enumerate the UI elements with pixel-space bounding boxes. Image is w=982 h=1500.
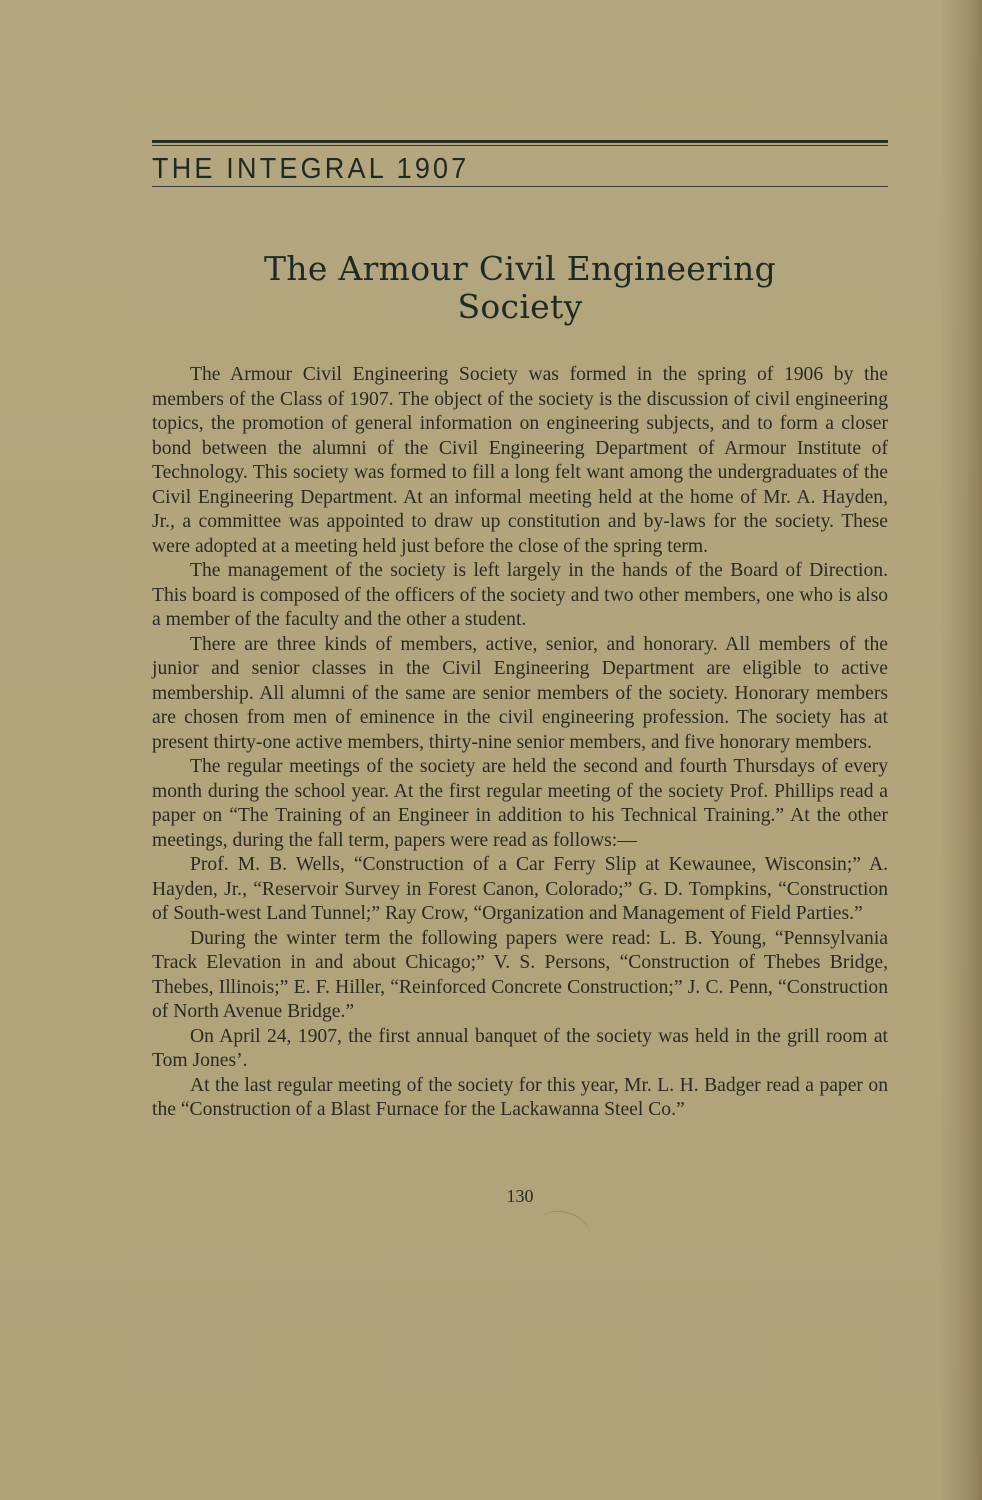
- paragraph-formation: The Armour Civil Engineering Society was formed in the spring of 1906 by the members of the Class of 1907. The object of the society is the discussion of civil engineering topics, the promotion of general information on engineering subjects, and to form a closer bond between the alumni of the Civil Engineering Department of Armour Institute of Technology. This society was formed to fill a long felt want among the undergraduates of the Civil Engineering Department. At an informal meeting held at the home of Mr. A. Hayden, Jr., a committee was appointed to draw up constitution and by-laws for the society. These were adopted at a meeting held just before the close of the spring term.: [152, 364, 888, 557]
- paragraph-membership: There are three kinds of members, active, senior, and honorary. All members of the junior and senior classes in the Civil Engineering Department are eligible to active membership. All alumni of the same are senior members of the society. Honorary members are chosen from men of eminence in the civil engineering profession. The society has at present thirty-one active members, thirty-nine senior members, and five honorary members.: [152, 633, 888, 753]
- paragraph-banquet: On April 24, 1907, the first annual banquet of the society was held in the grill room at Tom Jones’.: [152, 1025, 888, 1071]
- article-title-line-1: The Armour Civil Engineering: [263, 249, 777, 288]
- paragraph-last-meeting: At the last regular meeting of the society for this year, Mr. L. H. Badger read a paper on the “Construction of a Blast Furnace for the Lackawanna Steel Co.”: [152, 1074, 888, 1120]
- paragraph-management: The management of the society is left largely in the hands of the Board of Direction. This board is composed of the officers of the society and two other members, one who is also a member of the faculty and the other a student.: [152, 560, 888, 630]
- article-title-line-2: Society: [457, 287, 583, 326]
- paragraph-fall-papers: Prof. M. B. Wells, “Construction of a Car Ferry Slip at Kewaunee, Wisconsin;” A. Hayden, Jr., “Reservoir Survey in Forest Canon, Colorado;” G. D. Tompkins, “Construction of South-west Land Tunnel;” Ray Crow, “Organization and Management of Field Parties.”: [152, 854, 888, 924]
- header-rule-under: [152, 186, 888, 187]
- paper-blemish: [536, 1205, 593, 1250]
- header-rule-double-bottom: [152, 145, 888, 146]
- page-number: 130: [506, 1186, 534, 1206]
- paragraph-meetings: The regular meetings of the society are held the second and fourth Thursdays of every month during the school year. At the first regular meeting of the society Prof. Phillips read a paper on “The Training of an Engineer in addition to his Technical Training.” At the other meetings, during the fall term, papers were read as follows:—: [152, 756, 888, 851]
- paragraph-winter-papers: During the winter term the following papers were read: L. B. Young, “Pennsylvania Track Elevation in and about Chicago;” V. S. Persons, “Construction of Thebes Bridge, Thebes, Illinois;” E. F. Hiller, “Reinforced Concrete Construction;” J. C. Penn, “Construction of North Avenue Bridge.”: [152, 927, 888, 1022]
- header-rule-double-top: [152, 140, 888, 143]
- article-title: [152, 250, 888, 326]
- article-body: [152, 363, 888, 1123]
- running-head: THE INTEGRAL 1907: [152, 153, 470, 185]
